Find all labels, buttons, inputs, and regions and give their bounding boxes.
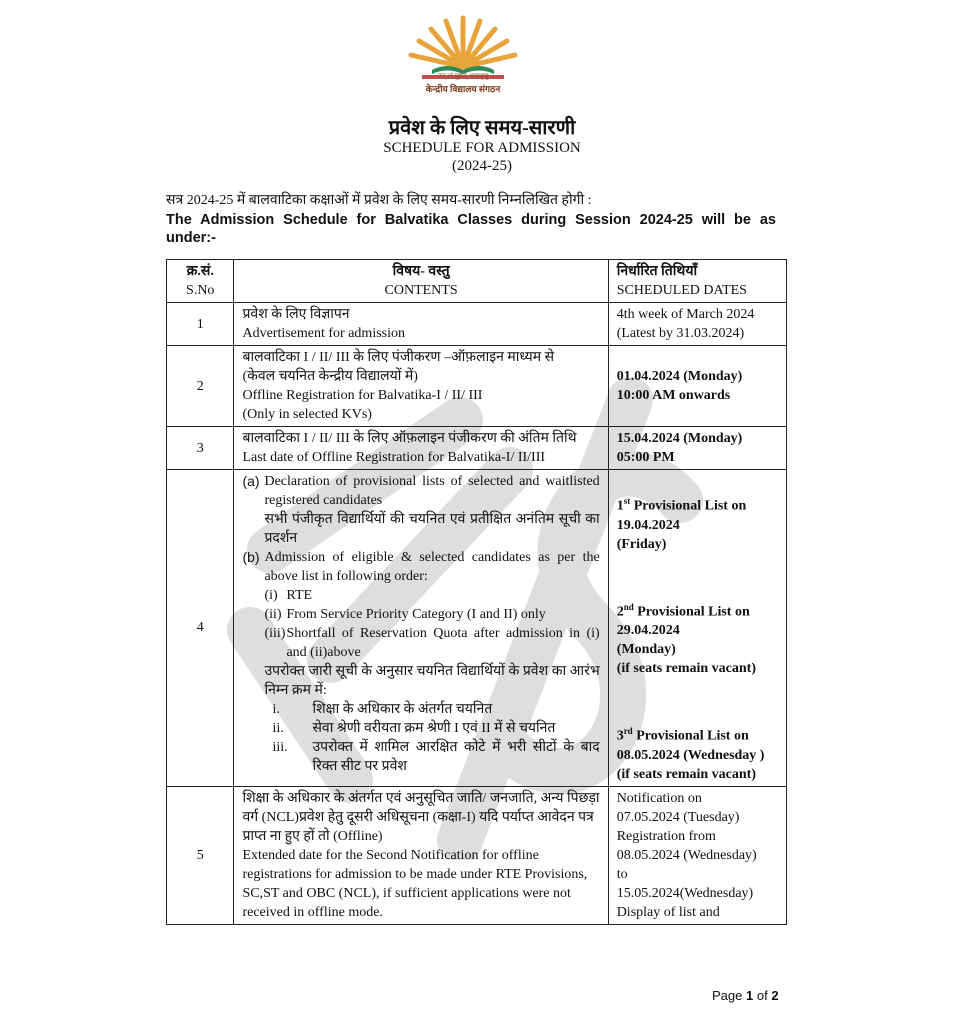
- list-item: (i) RTE: [264, 588, 313, 603]
- row-number: 2: [167, 346, 234, 427]
- row-number: 5: [167, 786, 234, 924]
- row-date: 1st Provisional List on 19.04.2024 (Friday) 2nd Provisional List on 29.04.2024 (Monday) (if seats remain vacant) 3rd Provisional List on 08.05.2024 (Wednesday ) (if seats remain vacant): [608, 470, 786, 787]
- header-sno: क्र.सं. S.No: [167, 260, 234, 303]
- row-content: बालवाटिका I / II/ III के लिए ऑफ़लाइन पंजीकरण की अंतिम तिथि Last date of Offline Registration for Balvatika-I/ II/III: [234, 427, 608, 470]
- item-a-hindi: सभी पंजीकृत विद्यार्थियों की चयनित एवं प्रतीक्षित अनंतिम सूची का प्रदर्शन: [264, 512, 600, 546]
- provisional-list-1: 1st Provisional List on: [616, 496, 747, 514]
- logo-tagline: तत् त्वं पूषन् अपावृणु: [437, 72, 489, 80]
- table-row: [167, 427, 787, 470]
- row-date: Notification on 07.05.2024 (Tuesday) Registration from 08.05.2024 (Wednesday) to 15.05.2024(Wednesday) Display of list and: [608, 786, 786, 924]
- row-content: प्रवेश के लिए विज्ञापन Advertisement for admission: [234, 303, 608, 346]
- table-row: [167, 786, 787, 924]
- session-label: (2024-25): [452, 158, 512, 174]
- list-item: iii. उपरोक्त में शामिल आरक्षित कोटे में भरी सीटों के बाद रिक्त सीट पर प्रवेश: [272, 740, 600, 774]
- row-number: 1: [167, 303, 234, 346]
- row-date: 15.04.2024 (Monday) 05:00 PM: [608, 427, 786, 470]
- row-content: शिक्षा के अधिकार के अंतर्गत एवं अनुसूचित जाति/ जनजाति, अन्य पिछड़ा वर्ग (NCL)प्रवेश हेतु दूसरी अधिसूचना (कक्षा-I) यदि पर्याप्त आवेदन पत्र प्राप्त ना हुए हों तो (Offline) Extended date for the Second Notification for offline registrations for admission to be made under RTE Provisions, SC,ST and OBC (NCL), if sufficient applications were not received in offline mode.: [234, 786, 608, 924]
- logo-org-name: केन्द्रीय विद्यालय संगठन: [425, 84, 501, 94]
- intro-english: The Admission Schedule for Balvatika Classes during Session 2024-25 will be as under:-: [166, 212, 776, 246]
- item-a: (a) Declaration of provisional lists of selected and waitlisted registered candidates: [242, 473, 600, 508]
- item-b: (b) Admission of eligible & selected candidates as per the above list in following order:: [242, 549, 600, 584]
- row-content: [234, 470, 608, 787]
- title-english: SCHEDULE FOR ADMISSION: [383, 140, 581, 156]
- row-content: बालवाटिका I / II/ III के लिए पंजीकरण –ऑफ़लाइन माध्यम से (केवल चयनित केन्द्रीय विद्यालयों में) Offline Registration for Balvatika-I / II/ III (Only in selected KVs): [234, 346, 608, 427]
- list-item: (ii) From Service Priority Category (I and II) only: [264, 607, 546, 622]
- row-number: 3: [167, 427, 234, 470]
- intro-hindi: सत्र 2024-25 में बालवाटिका कक्षाओं में प्रवेश के लिए समय-सारणी निम्नलिखित होगी :: [166, 193, 592, 208]
- title-hindi: प्रवेश के लिए समय-सारणी: [388, 117, 576, 139]
- hindi-order-intro: उपरोक्त जारी सूची के अनुसार चयनित विद्यार्थियों के प्रवेश का आरंभ निम्न क्रम में:: [264, 664, 600, 698]
- header-dates: निर्धारित तिथियाँ SCHEDULED DATES: [608, 260, 786, 303]
- sun-rays-icon: [411, 18, 515, 67]
- row-date: 4th week of March 2024 (Latest by 31.03.2024): [608, 303, 786, 346]
- table-header-row: [167, 260, 787, 303]
- provisional-list-2: 2nd Provisional List on: [616, 601, 750, 620]
- provisional-list-3: 3rd Provisional List on: [616, 726, 749, 744]
- row-number: 4: [167, 470, 234, 787]
- schedule-table: [166, 259, 787, 925]
- list-item: i. शिक्षा के अधिकार के अंतर्गत चयनित: [272, 702, 493, 717]
- table-row: [167, 303, 787, 346]
- row-date: 01.04.2024 (Monday) 10:00 AM onwards: [608, 346, 786, 427]
- list-item: (iii) Shortfall of Reservation Quota after admission in (i) and (ii)above: [264, 626, 600, 660]
- list-item: ii. सेवा श्रेणी वरीयता क्रम श्रेणी I एवं II में से चयनित: [272, 721, 556, 736]
- header-contents: विषय- वस्तु CONTENTS: [234, 260, 608, 303]
- page-number: Page 1 of 2: [712, 988, 779, 1003]
- table-row: [167, 470, 787, 787]
- table-row: [167, 346, 787, 427]
